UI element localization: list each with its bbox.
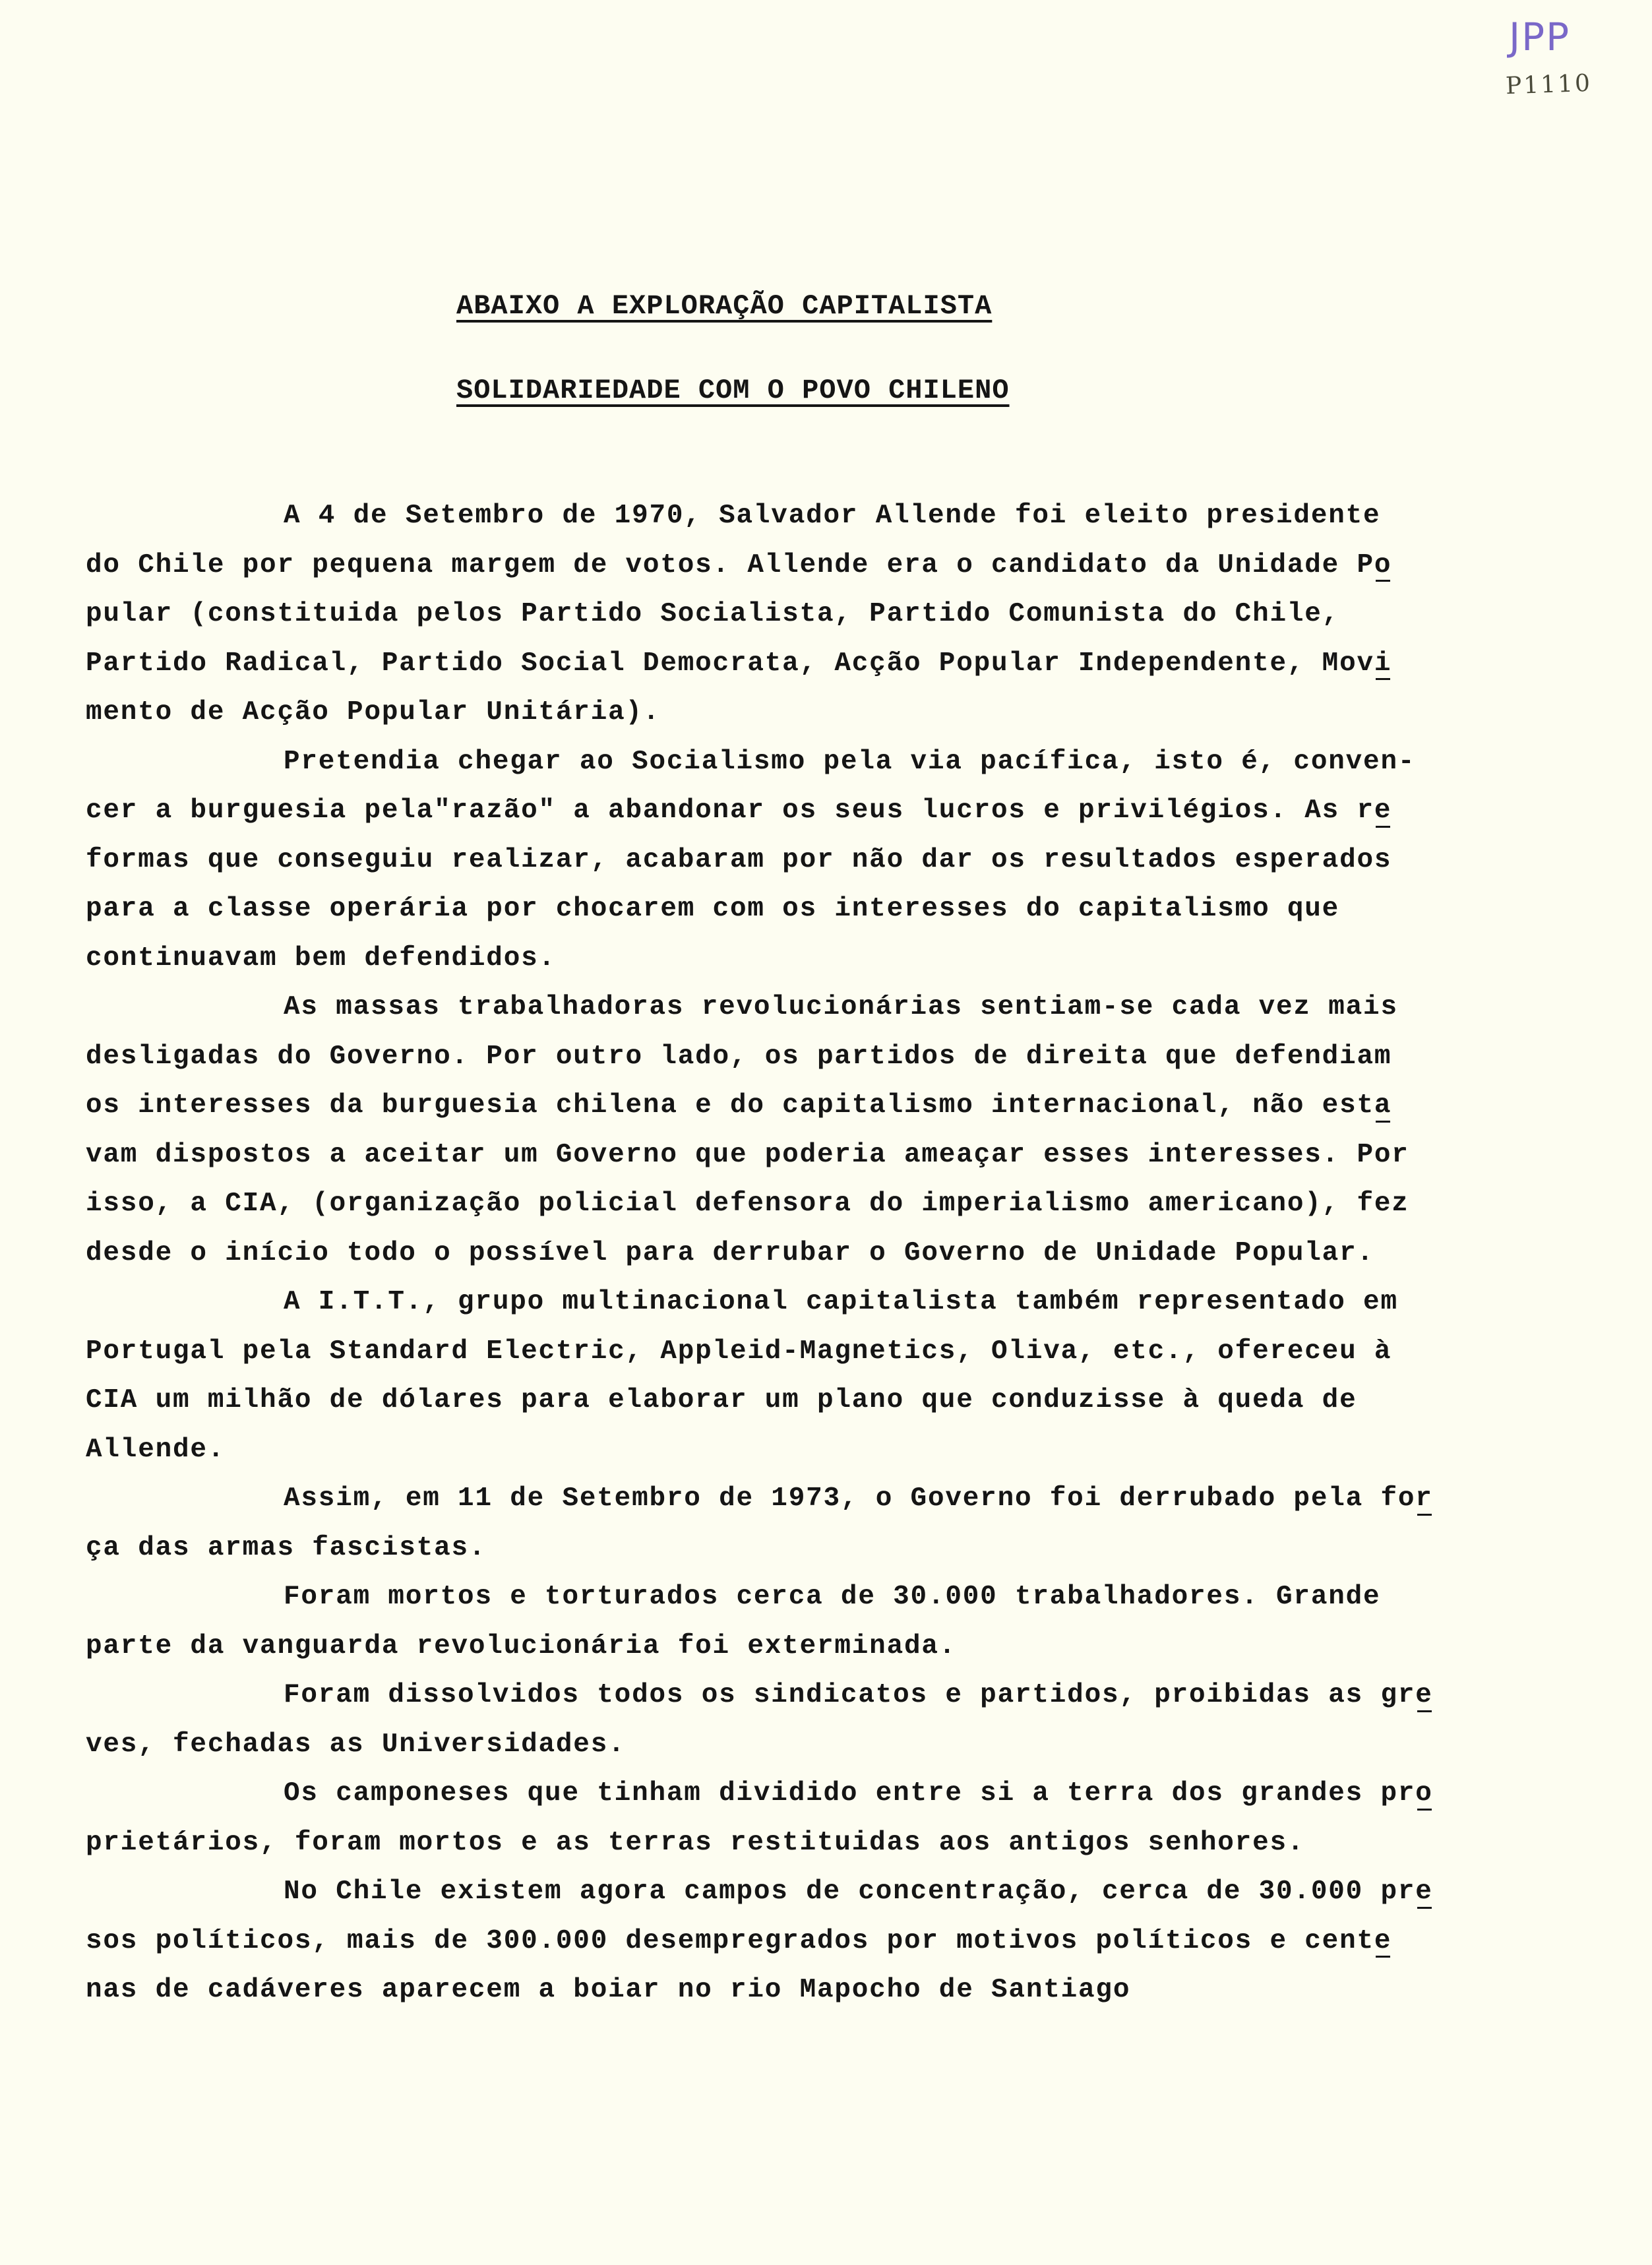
paragraph-line: Portugal pela Standard Electric, Appleid-Magnetics, Oliva, etc., ofereceu à <box>86 1336 1392 1367</box>
paragraph-line: As massas trabalhadoras revolucionárias sentiam-se cada vez mais <box>284 992 1398 1022</box>
paragraph-line: isso, a CIA, (organização policial defensora do imperialismo americano), fez <box>86 1189 1409 1219</box>
paragraph-line-row <box>86 1622 1603 1671</box>
paragraph-line: desde o início todo o possível para derrubar o Governo de Unidade Popular. <box>86 1237 1374 1268</box>
hyphenation-underline-mark <box>1376 1121 1390 1123</box>
paragraph-line-row <box>86 1818 1603 1868</box>
paragraph-line: ves, fechadas as Universidades. <box>86 1729 626 1760</box>
archive-stamp: JPP <box>1509 15 1571 59</box>
paragraph-line-row <box>86 1720 1603 1770</box>
paragraph-line: Pretendia chegar ao Socialismo pela via pacífica, isto é, conven- <box>284 746 1416 777</box>
paragraph-line: Foram mortos e torturados cerca de 30.000 trabalhadores. Grande <box>284 1582 1381 1612</box>
paragraph <box>86 1572 1603 1671</box>
paragraph-line: prietários, foram mortos e as terras restituidas aos antigos senhores. <box>86 1827 1305 1858</box>
paragraph-line-row <box>86 1229 1603 1278</box>
paragraph <box>86 1867 1603 2015</box>
paragraph-line: parte da vanguarda revolucionária foi exterminada. <box>86 1630 957 1661</box>
hyphenation-underline-mark <box>1376 580 1390 582</box>
paragraph-line: Partido Radical, Partido Social Democrata, Acção Popular Independente, Movi <box>86 639 1392 689</box>
hyphenation-underline-mark <box>1376 826 1390 828</box>
paragraph-line: vam dispostos a aceitar um Governo que poderia ameaçar esses interesses. Por <box>86 1139 1409 1170</box>
title-heading: ABAIXO A EXPLORAÇÃO CAPITALISTA <box>456 290 993 322</box>
paragraph-line-row <box>86 1572 1603 1622</box>
paragraph-line: formas que conseguiu realizar, acabaram por não dar os resultados esperados <box>86 844 1392 875</box>
paragraph-line-row <box>86 1474 1603 1524</box>
paragraph-line: A 4 de Setembro de 1970, Salvador Allende foi eleito presidente <box>284 501 1381 531</box>
paragraph <box>86 1769 1603 1867</box>
paragraph-line: ça das armas fascistas. <box>86 1532 487 1563</box>
hyphenation-underline-mark <box>1417 1710 1432 1712</box>
paragraph-line: pular (constituida pelos Partido Socialista, Partido Comunista do Chile, <box>86 599 1340 629</box>
paragraph-line-row <box>86 1966 1603 2015</box>
paragraph-line: cer a burguesia pela"razão" a abandonar os seus lucros e privilégios. As re <box>86 786 1392 836</box>
paragraph-line-row <box>86 639 1603 689</box>
document-body <box>86 491 1603 2015</box>
paragraph-line-row <box>86 934 1603 983</box>
paragraph-line-row <box>86 1278 1603 1327</box>
paragraph <box>86 1474 1603 1572</box>
paragraph-line: mento de Acção Popular Unitária). <box>86 697 661 728</box>
paragraph <box>86 1671 1603 1769</box>
paragraph-line-row <box>86 884 1603 934</box>
paragraph <box>86 491 1603 737</box>
paragraph-line-row <box>86 1131 1603 1180</box>
paragraph-line-row <box>86 737 1603 787</box>
hyphenation-underline-mark <box>1417 1907 1432 1909</box>
paragraph-line-row <box>86 1867 1603 1917</box>
paragraph-line: para a classe operária por chocarem com os interesses do capitalismo que <box>86 894 1340 924</box>
paragraph-line-row <box>86 1032 1603 1082</box>
archive-reference-note: P1110 <box>1505 69 1593 100</box>
paragraph-line: sos políticos, mais de 300.000 desempregrados por motivos políticos e cente <box>86 1917 1392 1966</box>
paragraph-line-row <box>86 1376 1603 1425</box>
paragraph <box>86 983 1603 1278</box>
paragraph-line: CIA um milhão de dólares para elaborar um plano que conduzisse à queda de <box>86 1385 1357 1415</box>
paragraph-line-row <box>86 1671 1603 1720</box>
paragraph-line-row <box>86 786 1603 836</box>
paragraph-line: Foram dissolvidos todos os sindicatos e partidos, proibidas as gre <box>284 1671 1433 1720</box>
paragraph-line: continuavam bem defendidos. <box>86 943 556 974</box>
paragraph-line-row <box>86 1327 1603 1377</box>
paragraph-line-row <box>86 1524 1603 1573</box>
paragraph-line: do Chile por pequena margem de votos. Allende era o candidato da Unidade Po <box>86 541 1392 590</box>
paragraph-line-row <box>86 1917 1603 1966</box>
paragraph-line-row <box>86 1081 1603 1131</box>
subtitle-heading: SOLIDARIEDADE COM O POVO CHILENO <box>456 375 1010 406</box>
paragraph-line: A I.T.T., grupo multinacional capitalista também representado em <box>284 1287 1398 1317</box>
paragraph-line-row <box>86 491 1603 541</box>
paragraph <box>86 1278 1603 1474</box>
hyphenation-underline-mark <box>1417 1809 1432 1811</box>
paragraph-line-row <box>86 1769 1603 1818</box>
paragraph <box>86 737 1603 983</box>
paragraph-line-row <box>86 1179 1603 1229</box>
paragraph-line: Allende. <box>86 1434 226 1465</box>
paragraph-line-row <box>86 836 1603 885</box>
hyphenation-underline-mark <box>1376 678 1390 680</box>
hyphenation-underline-mark <box>1376 1956 1390 1958</box>
paragraph-line: os interesses da burguesia chilena e do capitalismo internacional, não esta <box>86 1081 1392 1131</box>
paragraph-line-row <box>86 688 1603 737</box>
paragraph-line-row <box>86 590 1603 639</box>
paragraph-line: desligadas do Governo. Por outro lado, os partidos de direita que defendiam <box>86 1041 1392 1072</box>
paragraph-line-row <box>86 983 1603 1032</box>
paragraph-line: Os camponeses que tinham dividido entre si a terra dos grandes pro <box>284 1769 1433 1818</box>
hyphenation-underline-mark <box>1417 1514 1432 1516</box>
paragraph-line: Assim, em 11 de Setembro de 1973, o Governo foi derrubado pela for <box>284 1474 1433 1524</box>
paragraph-line: nas de cadáveres aparecem a boiar no rio Mapocho de Santiago <box>86 1975 1131 2005</box>
paragraph-line: No Chile existem agora campos de concentração, cerca de 30.000 pre <box>284 1867 1433 1917</box>
paragraph-line-row <box>86 1425 1603 1475</box>
paragraph-line-row <box>86 541 1603 590</box>
